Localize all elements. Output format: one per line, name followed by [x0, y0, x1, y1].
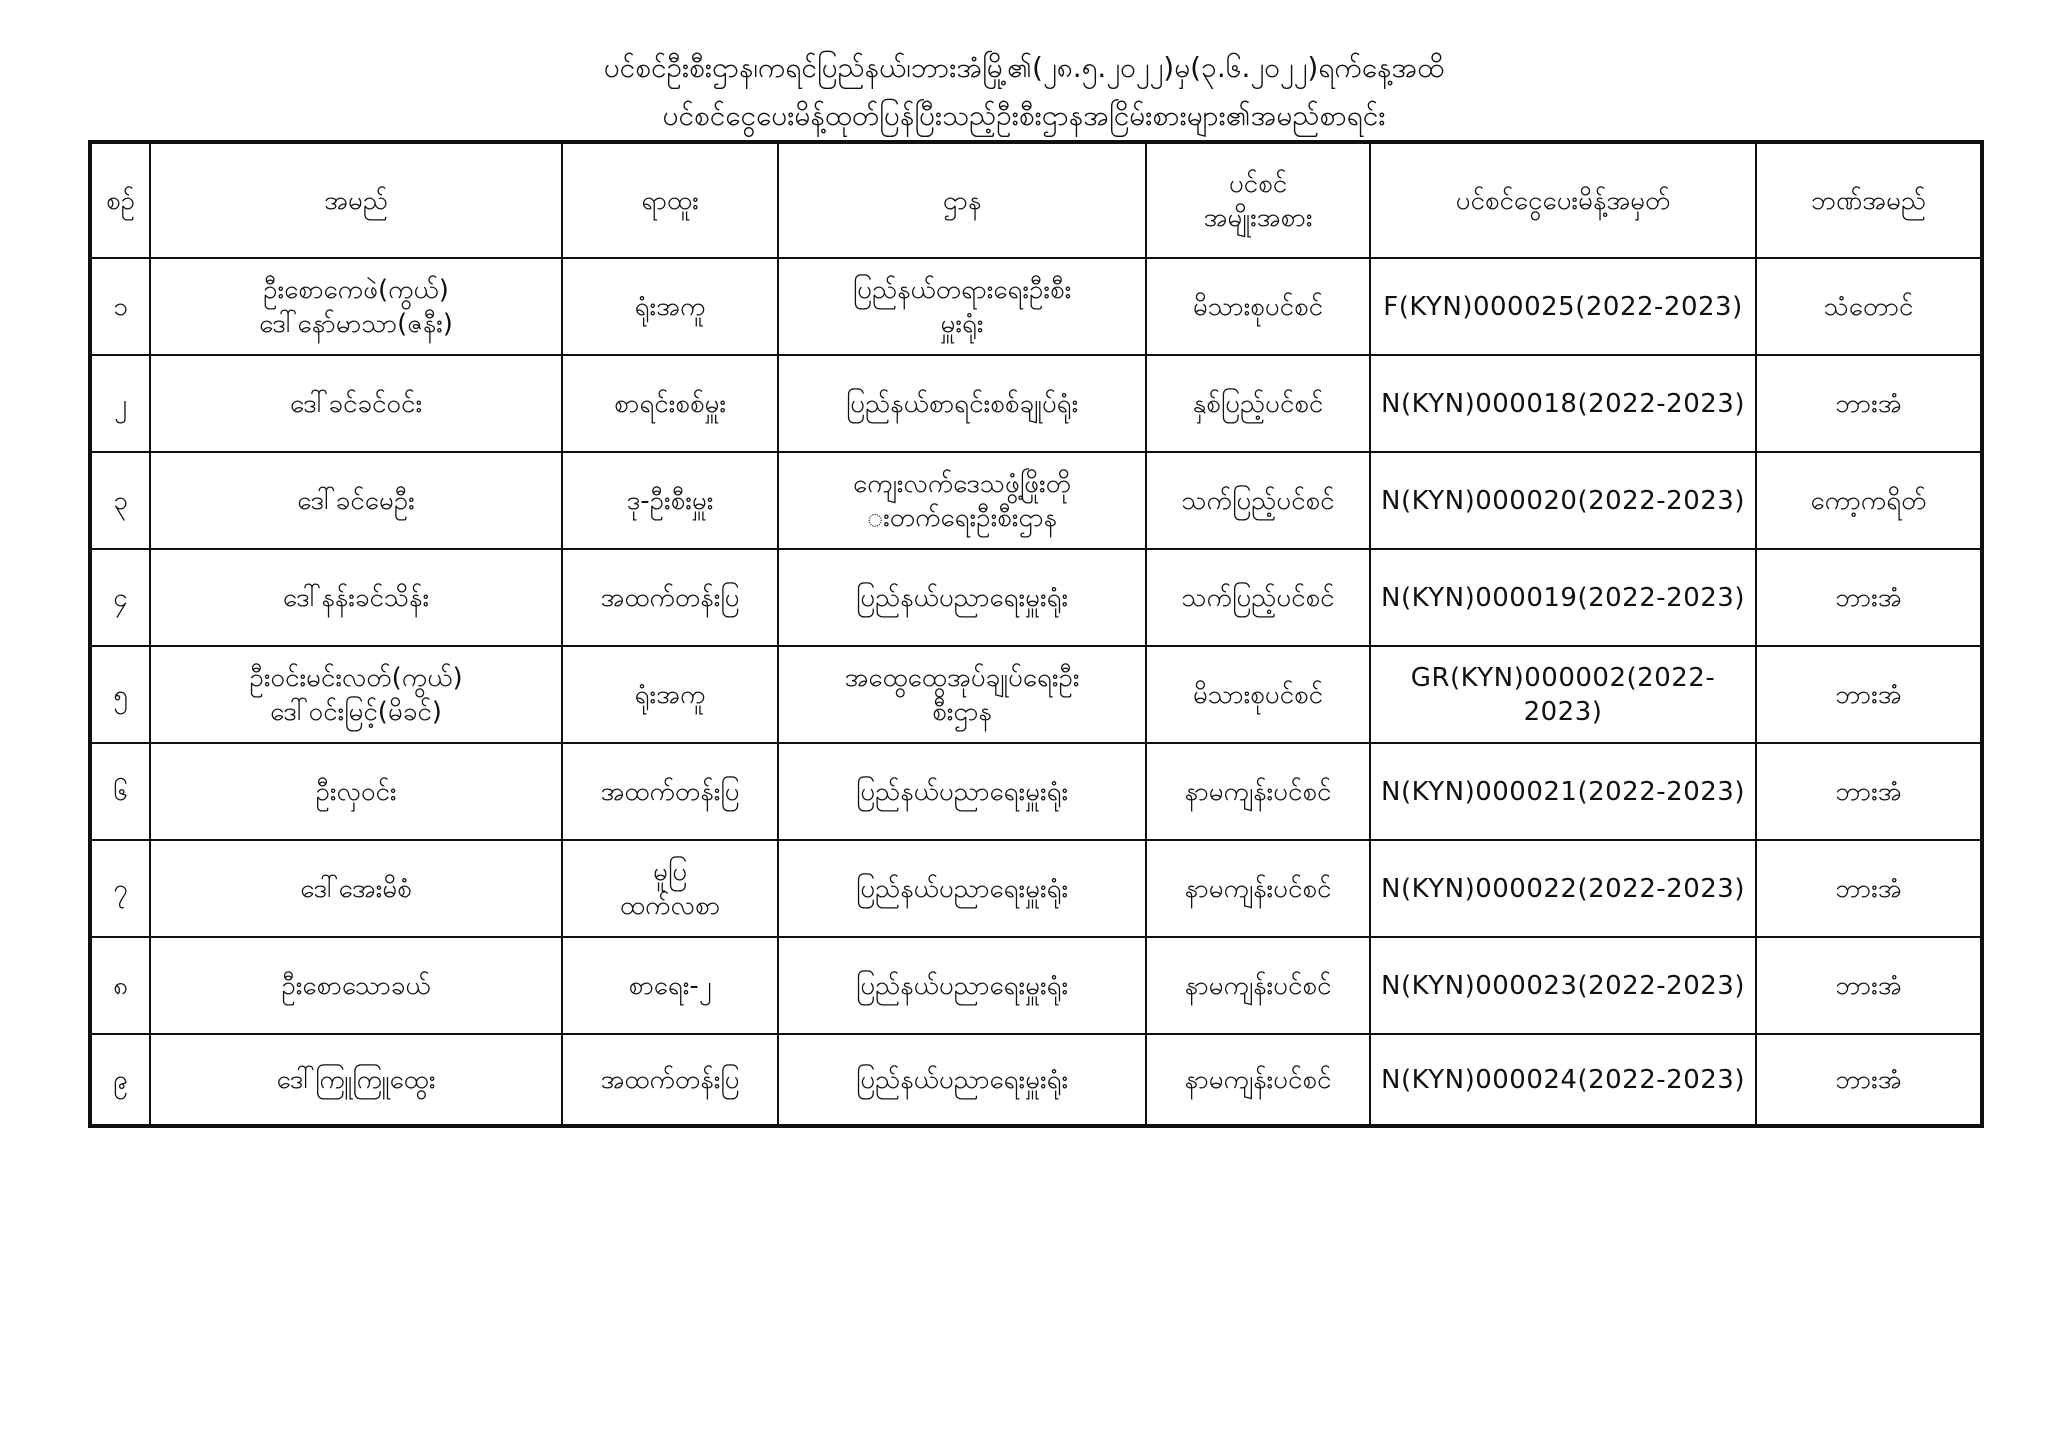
cell-rank-line-1: ရုံးအကူ — [634, 679, 706, 710]
cell-rank — [562, 646, 778, 743]
cell-rank-line-1: မူပြ — [652, 856, 688, 887]
header-name: အမည် — [150, 142, 562, 258]
cell-bank-line-1: ဘားအံ — [1835, 582, 1902, 613]
table-row — [90, 549, 1982, 646]
cell-bank — [1756, 258, 1982, 355]
cell-no — [90, 258, 150, 355]
cell-name-line-1: ဒေါ်ခင်မေဦး — [297, 485, 415, 516]
cell-bank-line-1: ဘားအံ — [1835, 873, 1902, 904]
table-row — [90, 258, 1982, 355]
cell-pension-type-line-1: နာမကျန်းပင်စင် — [1184, 873, 1332, 904]
cell-department-line-2: မှူးရုံး — [940, 308, 984, 339]
cell-pension-type — [1146, 646, 1370, 743]
cell-order-number-line-1: N(KYN)000020(2022-2023) — [1381, 485, 1745, 516]
cell-pension-type — [1146, 1034, 1370, 1126]
cell-department-line-2: စီးဌာန — [932, 696, 992, 727]
cell-name-line-2: ဒေါ်ဝင်းမြင့်(မိခင်) — [270, 696, 442, 727]
cell-rank — [562, 840, 778, 937]
cell-rank — [562, 1034, 778, 1126]
cell-bank — [1756, 646, 1982, 743]
document-title-line-1: ပင်စင်ဦးစီးဌာန၊ကရင်ပြည်နယ်၊ဘားအံမြို့၏(၂၈.၅.၂၀၂၂)မှ(၃.၆.၂၀၂၂)ရက်နေ့အထိ — [603, 51, 1445, 84]
table-row — [90, 743, 1982, 840]
cell-name — [150, 258, 562, 355]
cell-department — [778, 1034, 1146, 1126]
cell-department — [778, 743, 1146, 840]
cell-pension-type-line-1: နာမကျန်းပင်စင် — [1184, 970, 1332, 1001]
cell-rank — [562, 937, 778, 1034]
cell-department — [778, 258, 1146, 355]
cell-pension-type-line-1: နာမကျန်းပင်စင် — [1184, 1064, 1332, 1095]
cell-no-line-1: ၃ — [113, 485, 128, 516]
cell-bank-line-1: သံတောင် — [1823, 291, 1914, 322]
cell-bank-line-1: ကော့ကရိတ် — [1810, 485, 1927, 516]
cell-rank — [562, 549, 778, 646]
cell-no-line-1: ၇ — [113, 873, 128, 904]
header-pension-type-line-1: ပင်စင် — [1228, 168, 1288, 199]
cell-rank-line-1: ဒု-ဦးစီးမှူး — [626, 485, 714, 516]
cell-name-line-1: ဒေါ်နန်းခင်သိန်း — [282, 582, 430, 613]
header-no: စဉ် — [90, 142, 150, 258]
cell-order-number-line-1: GR(KYN)000002(2022-2023) — [1410, 662, 1716, 727]
cell-name — [150, 355, 562, 452]
cell-name — [150, 937, 562, 1034]
cell-order-number-line-1: N(KYN)000024(2022-2023) — [1381, 1064, 1745, 1095]
cell-bank — [1756, 743, 1982, 840]
cell-no-line-1: ၈ — [113, 970, 128, 1001]
cell-department — [778, 840, 1146, 937]
cell-rank-line-1: အထက်တန်းပြ — [600, 1064, 740, 1095]
cell-department-line-1: ပြည်နယ်ပညာရေးမှူးရုံး — [855, 776, 1069, 807]
cell-pension-type-line-1: သက်ပြည့်ပင်စင် — [1181, 485, 1335, 516]
cell-order-number-line-1: N(KYN)000021(2022-2023) — [1381, 776, 1745, 807]
cell-no — [90, 549, 150, 646]
cell-bank — [1756, 549, 1982, 646]
header-rank: ရာထူး — [562, 142, 778, 258]
cell-name-line-1: ဦးဝင်းမင်းလတ်(ကွယ်) — [249, 662, 463, 693]
cell-rank-line-1: အထက်တန်းပြ — [600, 776, 740, 807]
pensioner-list-table — [88, 140, 1984, 1128]
table-body — [90, 258, 1982, 1126]
cell-department — [778, 937, 1146, 1034]
cell-bank-line-1: ဘားအံ — [1835, 970, 1902, 1001]
cell-name-line-1: ဒေါ်ခင်ခင်ဝင်း — [289, 388, 423, 419]
cell-order-number — [1370, 258, 1756, 355]
table-row — [90, 937, 1982, 1034]
cell-department — [778, 646, 1146, 743]
cell-name-line-1: ဒေါ်ကြူကြူထွေး — [276, 1064, 436, 1095]
cell-bank — [1756, 355, 1982, 452]
cell-name-line-1: ဦးစောကေဖဲ(ကွယ်) — [263, 274, 449, 305]
header-order-number: ပင်စင်ငွေပေးမိန့်အမှတ် — [1370, 142, 1756, 258]
cell-order-number-line-1: N(KYN)000022(2022-2023) — [1381, 873, 1745, 904]
cell-no-line-1: ၆ — [113, 776, 128, 807]
table-row — [90, 1034, 1982, 1126]
cell-pension-type-line-1: နှစ်ပြည့်ပင်စင် — [1192, 388, 1324, 419]
cell-pension-type-line-1: သက်ပြည့်ပင်စင် — [1181, 582, 1335, 613]
cell-name-line-1: ဦးစောသောခယ် — [281, 970, 431, 1001]
cell-name — [150, 452, 562, 549]
cell-department — [778, 452, 1146, 549]
cell-name — [150, 743, 562, 840]
cell-department-line-1: ကျေးလက်ဒေသဖွံ့ဖြိုးတို — [853, 468, 1071, 499]
cell-rank — [562, 355, 778, 452]
cell-department-line-2: းတက်ရေးဦးစီးဌာန — [867, 502, 1057, 533]
cell-department-line-1: ပြည်နယ်ပညာရေးမှူးရုံး — [855, 873, 1069, 904]
cell-pension-type-line-1: မိသားစုပင်စင် — [1192, 679, 1324, 710]
cell-pension-type — [1146, 549, 1370, 646]
cell-department-line-1: ပြည်နယ်ပညာရေးမှူးရုံး — [855, 1064, 1069, 1095]
cell-order-number — [1370, 1034, 1756, 1126]
cell-name-line-1: ဒေါ်အေးမိစံ — [300, 873, 412, 904]
cell-bank-line-1: ဘားအံ — [1835, 679, 1902, 710]
cell-no — [90, 937, 150, 1034]
cell-bank — [1756, 840, 1982, 937]
header-pension-type — [1146, 142, 1370, 258]
cell-no-line-1: ၁ — [113, 291, 128, 322]
header-department: ဌာန — [778, 142, 1146, 258]
document-title-line-2: ပင်စင်ငွေပေးမိန့်ထုတ်ပြန်ပြီးသည့်ဦးစီးဌာနအငြိမ်းစားများ၏အမည်စာရင်း — [662, 99, 1386, 132]
cell-rank-line-2: ထက်လစာ — [619, 890, 721, 921]
cell-department-line-1: ပြည်နယ်ပညာရေးမှူးရုံး — [855, 970, 1069, 1001]
cell-order-number-line-1: F(KYN)000025(2022-2023) — [1383, 291, 1743, 322]
cell-rank — [562, 743, 778, 840]
table-header-row — [90, 142, 1982, 258]
cell-department — [778, 549, 1146, 646]
cell-bank — [1756, 1034, 1982, 1126]
cell-name-line-1: ဦးလှဝင်း — [315, 776, 397, 807]
cell-pension-type — [1146, 840, 1370, 937]
header-pension-type-line-2: အမျိုးအစား — [1203, 202, 1313, 233]
table-row — [90, 452, 1982, 549]
cell-bank-line-1: ဘားအံ — [1835, 776, 1902, 807]
cell-bank — [1756, 937, 1982, 1034]
cell-rank — [562, 452, 778, 549]
cell-no-line-1: ၄ — [113, 582, 128, 613]
cell-rank-line-1: ရုံးအကူ — [634, 291, 706, 322]
cell-pension-type — [1146, 743, 1370, 840]
cell-order-number — [1370, 355, 1756, 452]
cell-name-line-2: ဒေါ်နော်မာသာ(ဇနီး) — [259, 308, 453, 339]
cell-order-number — [1370, 452, 1756, 549]
cell-name — [150, 549, 562, 646]
cell-order-number — [1370, 937, 1756, 1034]
cell-order-number — [1370, 743, 1756, 840]
cell-pension-type — [1146, 355, 1370, 452]
cell-bank-line-1: ဘားအံ — [1835, 1064, 1902, 1095]
cell-no-line-1: ၉ — [113, 1064, 128, 1095]
cell-department-line-1: ပြည်နယ်စာရင်းစစ်ချုပ်ရုံး — [845, 388, 1079, 419]
table-row — [90, 355, 1982, 452]
cell-no-line-1: ၂ — [114, 388, 127, 419]
cell-bank-line-1: ဘားအံ — [1835, 388, 1902, 419]
cell-no — [90, 1034, 150, 1126]
cell-order-number-line-1: N(KYN)000023(2022-2023) — [1381, 970, 1745, 1001]
cell-bank — [1756, 452, 1982, 549]
cell-department — [778, 355, 1146, 452]
cell-pension-type — [1146, 937, 1370, 1034]
cell-order-number — [1370, 646, 1756, 743]
table-row — [90, 646, 1982, 743]
cell-order-number — [1370, 840, 1756, 937]
cell-no — [90, 452, 150, 549]
cell-name — [150, 840, 562, 937]
cell-no — [90, 355, 150, 452]
cell-pension-type-line-1: မိသားစုပင်စင် — [1192, 291, 1324, 322]
table-row — [90, 840, 1982, 937]
cell-name — [150, 646, 562, 743]
cell-order-number-line-1: N(KYN)000019(2022-2023) — [1381, 582, 1745, 613]
cell-no — [90, 743, 150, 840]
cell-order-number-line-1: N(KYN)000018(2022-2023) — [1381, 388, 1745, 419]
cell-rank — [562, 258, 778, 355]
cell-no-line-1: ၅ — [113, 679, 128, 710]
cell-name — [150, 1034, 562, 1126]
cell-department-line-1: အထွေထွေအုပ်ချုပ်ရေးဦး — [844, 662, 1080, 693]
cell-department-line-1: ပြည်နယ်တရားရေးဦးစီး — [852, 274, 1072, 305]
cell-pension-type — [1146, 452, 1370, 549]
cell-department-line-1: ပြည်နယ်ပညာရေးမှူးရုံး — [855, 582, 1069, 613]
cell-rank-line-1: အထက်တန်းပြ — [600, 582, 740, 613]
cell-pension-type-line-1: နာမကျန်းပင်စင် — [1184, 776, 1332, 807]
cell-rank-line-1: စာရင်းစစ်မှူး — [614, 388, 726, 419]
cell-pension-type — [1146, 258, 1370, 355]
cell-no — [90, 646, 150, 743]
header-bank: ဘဏ်အမည် — [1756, 142, 1982, 258]
cell-rank-line-1: စာရေး-၂ — [628, 970, 712, 1001]
cell-order-number — [1370, 549, 1756, 646]
cell-no — [90, 840, 150, 937]
